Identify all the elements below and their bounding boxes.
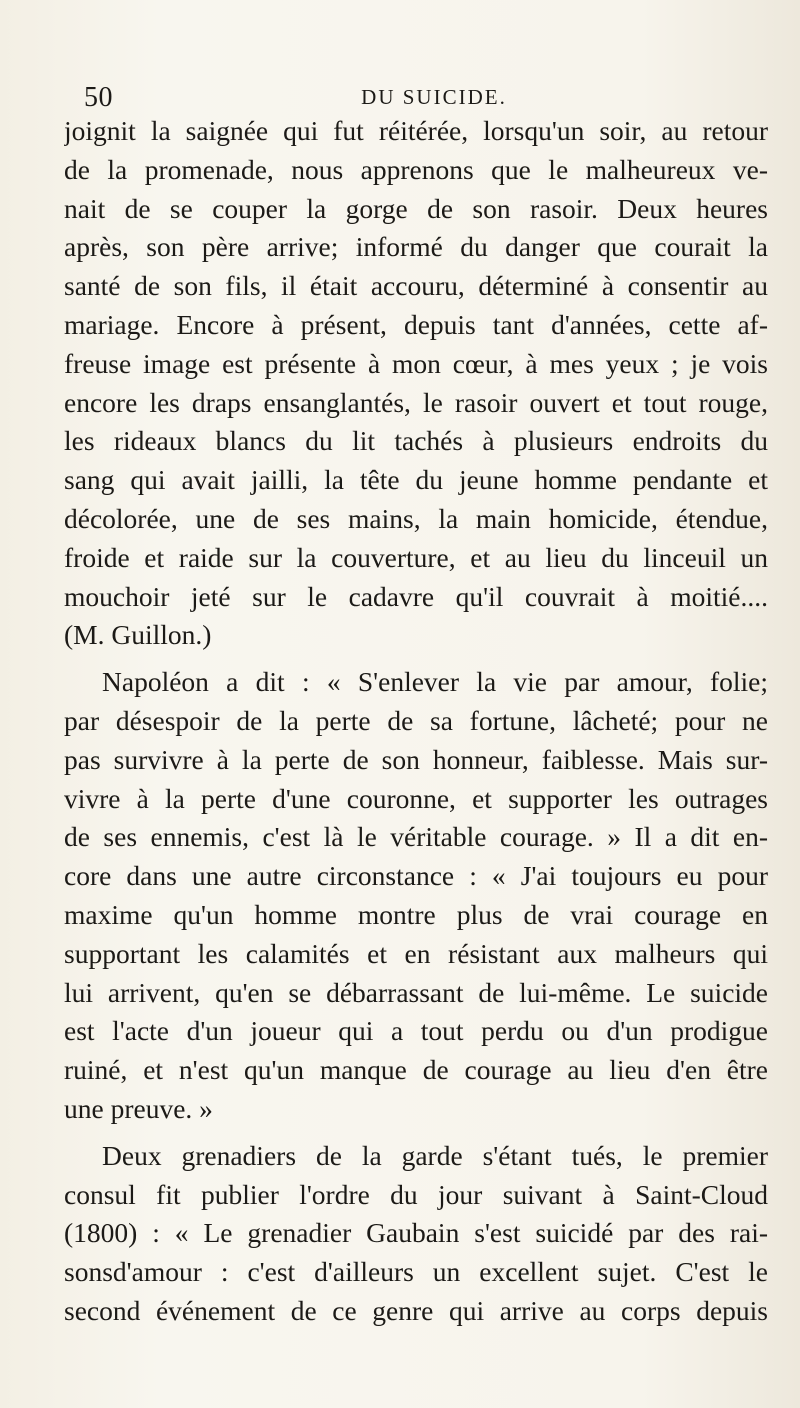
- text-line: sang qui avait jailli, la tête du jeune homme pendante et: [64, 464, 768, 496]
- text-line: froide et raide sur la couverture, et au lieu du linceuil un: [64, 541, 768, 573]
- text-line: une preuve. »: [64, 1092, 213, 1124]
- text-line: encore les draps ensanglantés, le rasoir ouvert et tout rouge,: [64, 386, 768, 418]
- text-line: vivre à la perte d'une couronne, et supporter les outrages: [64, 782, 768, 814]
- text-line: lui arrivent, qu'en se débarrassant de lui-même. Le suicide: [64, 976, 768, 1008]
- text-line: consul fit publier l'ordre du jour suivant à Saint-Cloud: [64, 1178, 768, 1210]
- text-line: core dans une autre circonstance : « J'ai toujours eu pour: [64, 860, 768, 892]
- text-line: joignit la saignée qui fut réitérée, lorsqu'un soir, au retour: [64, 115, 768, 146]
- text-line: est l'acte d'un joueur qui a tout perdu ou d'un prodigue: [64, 1015, 768, 1047]
- text-line: (1800) : « Le grenadier Gaubain s'est suicidé par des rai-: [64, 1217, 768, 1249]
- text-line: santé de son fils, il était accouru, déterminé à consentir au: [64, 270, 768, 302]
- text-line: second événement de ce genre qui arrive au corps depuis: [64, 1294, 768, 1326]
- text-line: par désespoir de la perte de sa fortune, lâcheté; pour ne: [64, 704, 768, 736]
- text-line: décolorée, une de ses mains, la main homicide, étendue,: [64, 502, 768, 534]
- text-line: après, son père arrive; informé du danger que courait la: [64, 231, 768, 263]
- text-line: nait de se couper la gorge de son rasoir. Deux heures: [64, 192, 768, 224]
- text-line: supportant les calamités et en résistant aux malheurs qui: [64, 937, 768, 969]
- text-line: sonsd'amour : c'est d'ailleurs un excellent sujet. C'est le: [64, 1256, 768, 1288]
- text-line: (M. Guillon.): [64, 619, 212, 651]
- text-line: Napoléon a dit : « S'enlever la vie par amour, folie;: [102, 666, 768, 698]
- text-line: mariage. Encore à présent, depuis tant d'années, cette af-: [64, 308, 768, 340]
- text-line: mouchoir jeté sur le cadavre qu'il couvrait à moitié....: [64, 580, 768, 612]
- text-line: ruiné, et n'est qu'un manque de courage au lieu d'en être: [64, 1054, 768, 1086]
- text-line: Deux grenadiers de la garde s'étant tués, le premier: [102, 1139, 768, 1171]
- body-text: [64, 112, 768, 1331]
- page-number: 50: [84, 82, 113, 113]
- text-line: les rideaux blancs du lit tachés à plusieurs endroits du: [64, 425, 768, 457]
- text-line: de ses ennemis, c'est là le véritable courage. » Il a dit en-: [64, 821, 768, 853]
- text-line: pas survivre à la perte de son honneur, faiblesse. Mais sur-: [64, 743, 768, 775]
- text-line: freuse image est présente à mon cœur, à mes yeux ; je vois: [64, 347, 768, 379]
- text-line: maxime qu'un homme montre plus de vrai courage en: [64, 898, 768, 930]
- text-line: de la promenade, nous apprenons que le malheureux ve-: [64, 153, 768, 185]
- running-title: DU SUICIDE.: [361, 85, 507, 109]
